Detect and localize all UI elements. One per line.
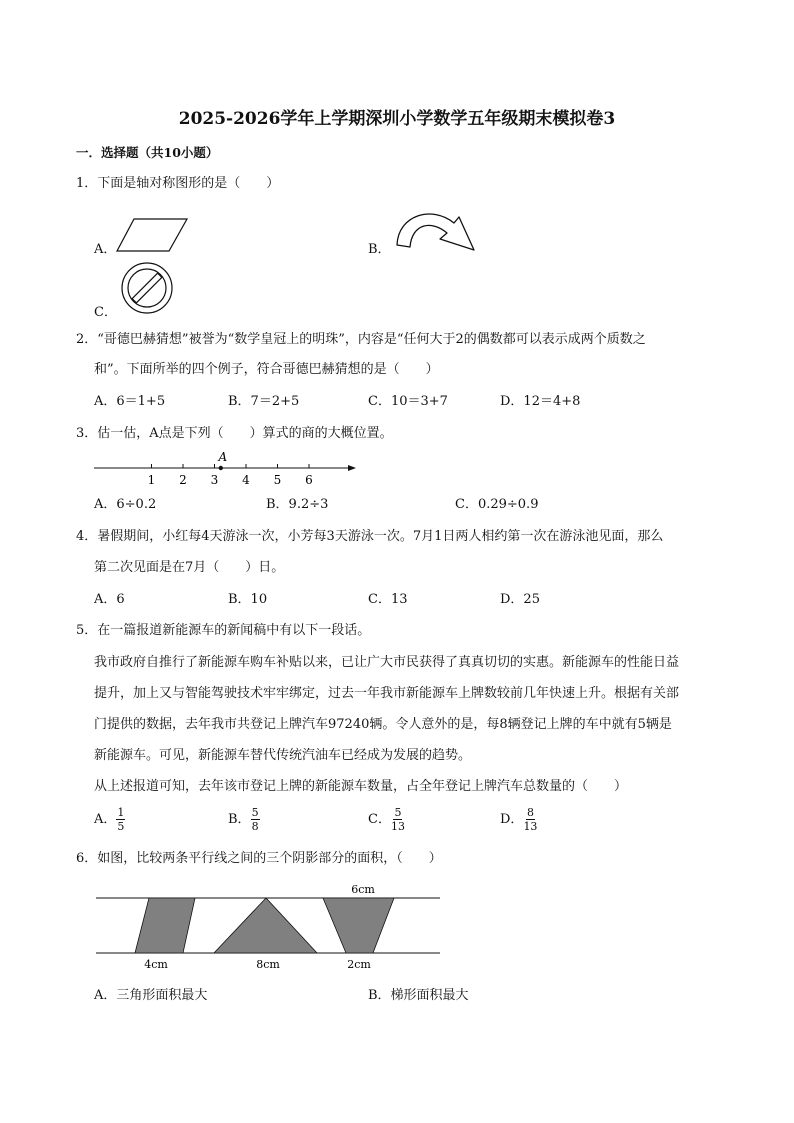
number-line-tick-label: 2 [179, 473, 187, 487]
fraction-numerator: 1 [117, 806, 125, 819]
q6-option-a[interactable]: A．三角形面积最大 [94, 988, 208, 1003]
point-a-label: A [218, 450, 228, 464]
q2-option-d[interactable]: D．12＝4+8 [500, 394, 581, 409]
q2-stem-line2: 和”。下面所举的四个例子，符合哥德巴赫猜想的是（ ） [94, 362, 439, 377]
label-bottom-2cm: 2cm [347, 958, 371, 971]
q5-option-d-label: D． [500, 812, 524, 827]
q5-paragraph-line4: 新能源车。可见，新能源车替代传统汽油车已经成为发展的趋势。 [94, 748, 472, 763]
fraction-denominator: 13 [390, 820, 405, 833]
q1-option-a[interactable]: A． [94, 242, 117, 257]
q5-option-d[interactable] [500, 806, 537, 833]
parallelogram-icon [114, 214, 190, 254]
number-line-tick-label: 4 [242, 473, 250, 487]
number-line-tick-label: 6 [305, 473, 313, 487]
q2-option-a[interactable]: A．6＝1+5 [94, 394, 166, 409]
label-top-6cm: 6cm [351, 883, 375, 896]
q2-stem-line1: 2．“哥德巴赫猜想”被誉为“数学皇冠上的明珠”，内容是“任何大于2的偶数都可以表示成两个质数之 [76, 332, 646, 347]
q6-stem: 6．如图，比较两条平行线之间的三个阴影部分的面积，（ ） [76, 851, 442, 866]
fraction [251, 806, 260, 833]
q1-option-c[interactable]: C． [94, 305, 117, 320]
q5-option-c[interactable] [368, 806, 405, 833]
fraction-denominator: 5 [117, 820, 125, 833]
curved-arrow-icon [392, 205, 482, 255]
fraction [391, 806, 405, 833]
q5-stem: 5．在一篇报道新能源车的新闻稿中有以下一段话。 [76, 623, 371, 638]
q4-stem-line2: 第二次见面是在7月（ ）日。 [94, 560, 285, 575]
point-a-marker [219, 466, 223, 470]
parallel-lines-figure [90, 878, 450, 974]
q1-stem: 1．下面是轴对称图形的是（ ） [76, 176, 280, 191]
q5-option-a[interactable] [94, 806, 125, 833]
q5-paragraph-line2: 提升，加上又与智能驾驶技术牢牢绑定，过去一年我市新能源车上牌数较前几年快速上升。根据有关部 [94, 686, 680, 701]
page-title: 2025-2026学年上学期深圳小学数学五年级期末模拟卷3 [178, 109, 616, 129]
q3-stem: 3．估一估，A点是下列（ ）算式的商的大概位置。 [76, 426, 393, 441]
q5-paragraph-line1: 我市政府自推行了新能源车购车补贴以来，已让广大市民获得了真真切切的实惠。新能源车的性能日益 [94, 655, 680, 670]
q3-option-b[interactable]: B．9.2÷3 [266, 497, 329, 512]
number-line [90, 446, 360, 488]
number-line-tick-label: 5 [273, 473, 282, 487]
section-heading: 一．选择题（共10小题） [76, 145, 219, 160]
q5-question: 从上述报道可知，去年该市登记上牌的新能源车数量，占全年登记上牌汽车总数量的（ ） [94, 779, 628, 794]
q5-option-b[interactable] [228, 806, 260, 833]
q1-option-b[interactable]: B． [368, 242, 391, 257]
q3-option-c[interactable]: C．0.29÷0.9 [455, 497, 539, 512]
number-line-tick-label: 3 [210, 473, 219, 487]
q4-stem-line1: 4．暑假期间，小红每4天游泳一次，小芳每3天游泳一次。7月1日两人相约第一次在游泳池见面，那么 [76, 529, 664, 544]
q5-option-a-label: A． [94, 812, 117, 827]
fraction-numerator: 5 [394, 806, 402, 819]
triangle-shape [214, 898, 317, 953]
q2-option-b[interactable]: B．7＝2+5 [228, 394, 300, 409]
q4-option-b[interactable]: B．10 [228, 592, 268, 607]
number-line-tick-label: 1 [147, 473, 156, 487]
q5-paragraph-line3: 门提供的数据，去年我市共登记上牌汽车97240辆。令人意外的是，每8辆登记上牌的车中就有5辆是 [94, 717, 672, 732]
trapezoid-shape [323, 898, 394, 953]
q5-option-c-label: C． [368, 812, 391, 827]
label-bottom-4cm: 4cm [144, 958, 168, 971]
fraction [523, 806, 537, 833]
fraction-numerator: 5 [251, 806, 259, 819]
fraction-numerator: 8 [526, 806, 534, 819]
fraction [116, 806, 125, 833]
fraction-denominator: 13 [523, 820, 538, 833]
label-bottom-8cm: 8cm [256, 958, 280, 971]
fraction-denominator: 8 [251, 820, 259, 833]
q5-option-b-label: B． [228, 812, 251, 827]
q2-option-c[interactable]: C．10＝3+7 [368, 394, 448, 409]
q4-option-d[interactable]: D．25 [500, 592, 540, 607]
q6-option-b[interactable]: B．梯形面积最大 [368, 988, 469, 1003]
no-entry-sign-icon [113, 261, 181, 315]
q4-option-c[interactable]: C．13 [368, 592, 408, 607]
q3-option-a[interactable]: A．6÷0.2 [94, 497, 157, 512]
parallelogram-shape [135, 898, 195, 953]
q4-option-a[interactable]: A．6 [94, 592, 125, 607]
